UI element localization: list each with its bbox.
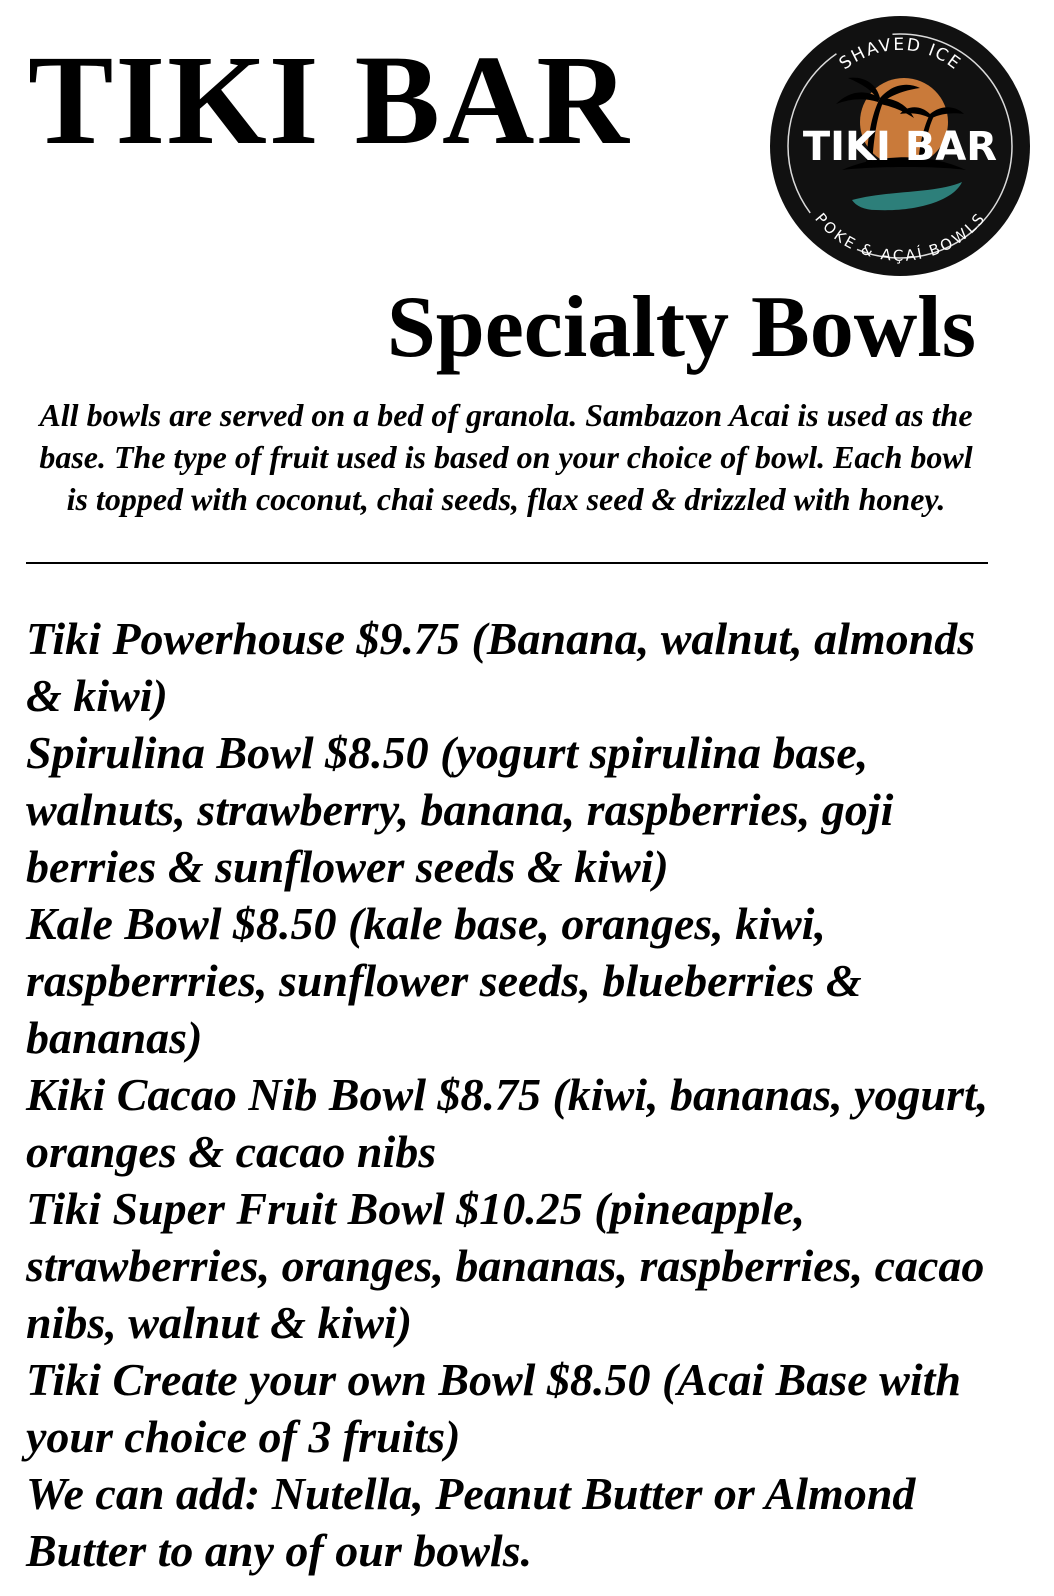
menu-item-kiki-cacao-nib-bowl: Kiki Cacao Nib Bowl $8.75 (kiwi, bananas, yogurt, oranges & cacao nibs <box>26 1069 989 1177</box>
menu-item-add-ons: We can add: Nutella, Peanut Butter or Almond Butter to any of our bowls. <box>26 1468 916 1576</box>
menu-item-spirulina-bowl: Spirulina Bowl $8.50 (yogurt spirulina base, walnuts, strawberry, banana, raspberries, goji berries & sunflower seeds & kiwi) <box>26 727 894 892</box>
menu-item-kale-bowl: Kale Bowl $8.50 (kale base, oranges, kiwi, raspberrries, sunflower seeds, blueberries & bananas) <box>26 898 862 1063</box>
menu-item-create-your-own-bowl: Tiki Create your own Bowl $8.50 (Acai Base with your choice of 3 fruits) <box>26 1354 961 1462</box>
divider <box>26 562 988 564</box>
menu-item-tiki-super-fruit-bowl: Tiki Super Fruit Bowl $10.25 (pineapple, strawberries, oranges, bananas, raspberries, cacao nibs, walnut & kiwi) <box>26 1183 985 1348</box>
section-intro: All bowls are served on a bed of granola. Sambazon Acai is used as the base. The type of fruit used is based on your choice of bowl. Each bowl is topped with coconut, chai seeds, flax seed & drizzled with honey. <box>39 397 973 517</box>
page-title: TIKI BAR <box>28 29 631 171</box>
logo-bottom-text-path: POKE & AÇAÍ BOWLS <box>811 209 989 265</box>
tiki-bar-logo <box>768 14 1032 278</box>
section-title: Specialty Bowls <box>386 279 976 376</box>
menu-list <box>26 610 1016 1579</box>
menu-item-tiki-powerhouse: Tiki Powerhouse $9.75 (Banana, walnut, almonds & kiwi) <box>26 613 976 721</box>
logo-name: TIKI BAR <box>802 124 998 170</box>
logo-top-text: SHAVED ICE <box>835 34 965 75</box>
